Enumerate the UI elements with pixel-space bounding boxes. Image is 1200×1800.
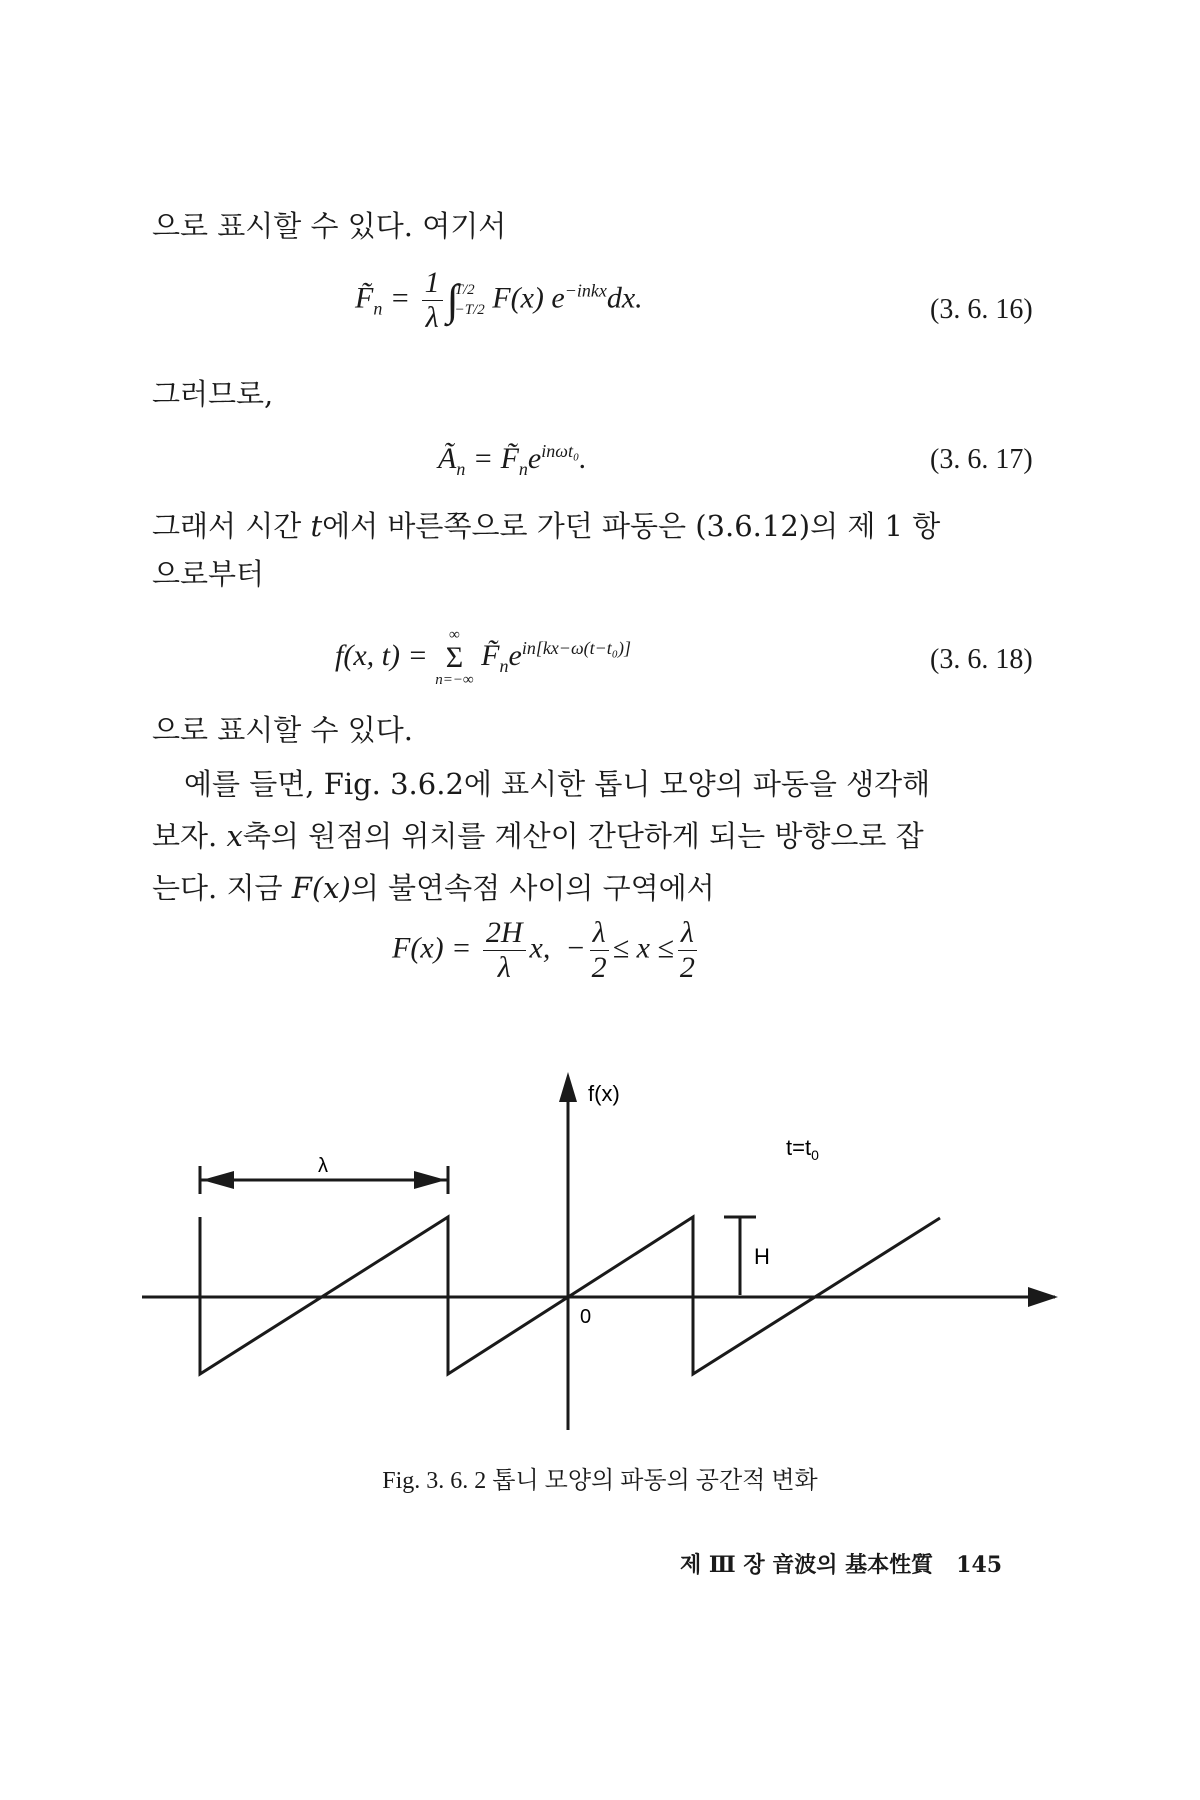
text-line-8-part-c: 의 불연속점 사이의 구역에서 [350, 871, 715, 905]
footer-chapter: 제 Ⅲ 장 音波의 基本性質 [680, 1552, 934, 1578]
y-axis-arrow-icon [559, 1072, 577, 1102]
text-line-7-var-x: x [226, 819, 243, 853]
equation-number-18: (3. 6. 18) [930, 644, 1033, 675]
origin-label: 0 [580, 1306, 592, 1328]
figure-caption: Fig. 3. 6. 2 톱니 모양의 파동의 공간적 변화 [382, 1468, 818, 1494]
y-axis-label: f(x) [588, 1081, 620, 1106]
time-label [786, 1135, 819, 1163]
time-label-subscript: 0 [811, 1147, 819, 1163]
text-line-7-part-c: 축의 원점의 위치를 계산이 간단하게 되는 방향으로 잡 [242, 819, 924, 853]
text-line-3-part-c: 에서 바른쪽으로 가던 파동은 (3.6.12)의 제 1 항 [322, 509, 941, 543]
equation-3-6-17: $Ã_n$ = $F̃_ne^{in\omega t_0}$. [438, 441, 587, 479]
page-footer [680, 1548, 1002, 1579]
text-line-3-var-t: t [310, 509, 323, 543]
text-line-7-part-a: 보자. [152, 819, 227, 853]
equation-number-17: (3. 6. 17) [930, 444, 1033, 475]
page-number: 145 [956, 1552, 1003, 1578]
text-line-8-var-fx: F(x) [291, 871, 351, 905]
text-line-2: 그러므로, [152, 377, 274, 411]
equation-3-6-18: f(x, t) = ∞ Σ n=−∞ $F̃_ne^{in[kx-\omega(t-t_0)]}$ [335, 627, 632, 688]
equation-fx-definition: F(x) = $\frac{2H}{\lambda}$ x, − $\frac{\lambda}{2}$ ≤ x ≤ $\frac{\lambda}{2}$ [392, 916, 695, 984]
text-line-4: 으로부터 [152, 557, 265, 591]
amplitude-label: H [754, 1244, 770, 1269]
wavelength-arrow-right-icon [414, 1171, 446, 1189]
time-label-main: t=t [786, 1135, 812, 1160]
text-line-8-part-a: 는다. 지금 [152, 871, 292, 905]
wavelength-label: λ [318, 1155, 328, 1177]
text-line-6: 예를 들면, Fig. 3.6.2에 표시한 톱니 모양의 파동을 생각해 [184, 767, 931, 801]
equation-number-16: (3. 6. 16) [930, 294, 1033, 325]
text-line-5: 으로 표시할 수 있다. [152, 713, 413, 747]
text-line-3-part-a: 그래서 시간 [152, 509, 311, 543]
x-axis-arrow-icon [1028, 1287, 1058, 1307]
equation-3-6-16: $F̃_n$ = $\frac{1}{\lambda}$ ∫T/2 −T/2 F(x) $e^{-inkx}dx$. [355, 266, 643, 334]
wavelength-arrow-left-icon [202, 1171, 234, 1189]
text-line-1: 으로 표시할 수 있다. 여기서 [152, 209, 507, 243]
